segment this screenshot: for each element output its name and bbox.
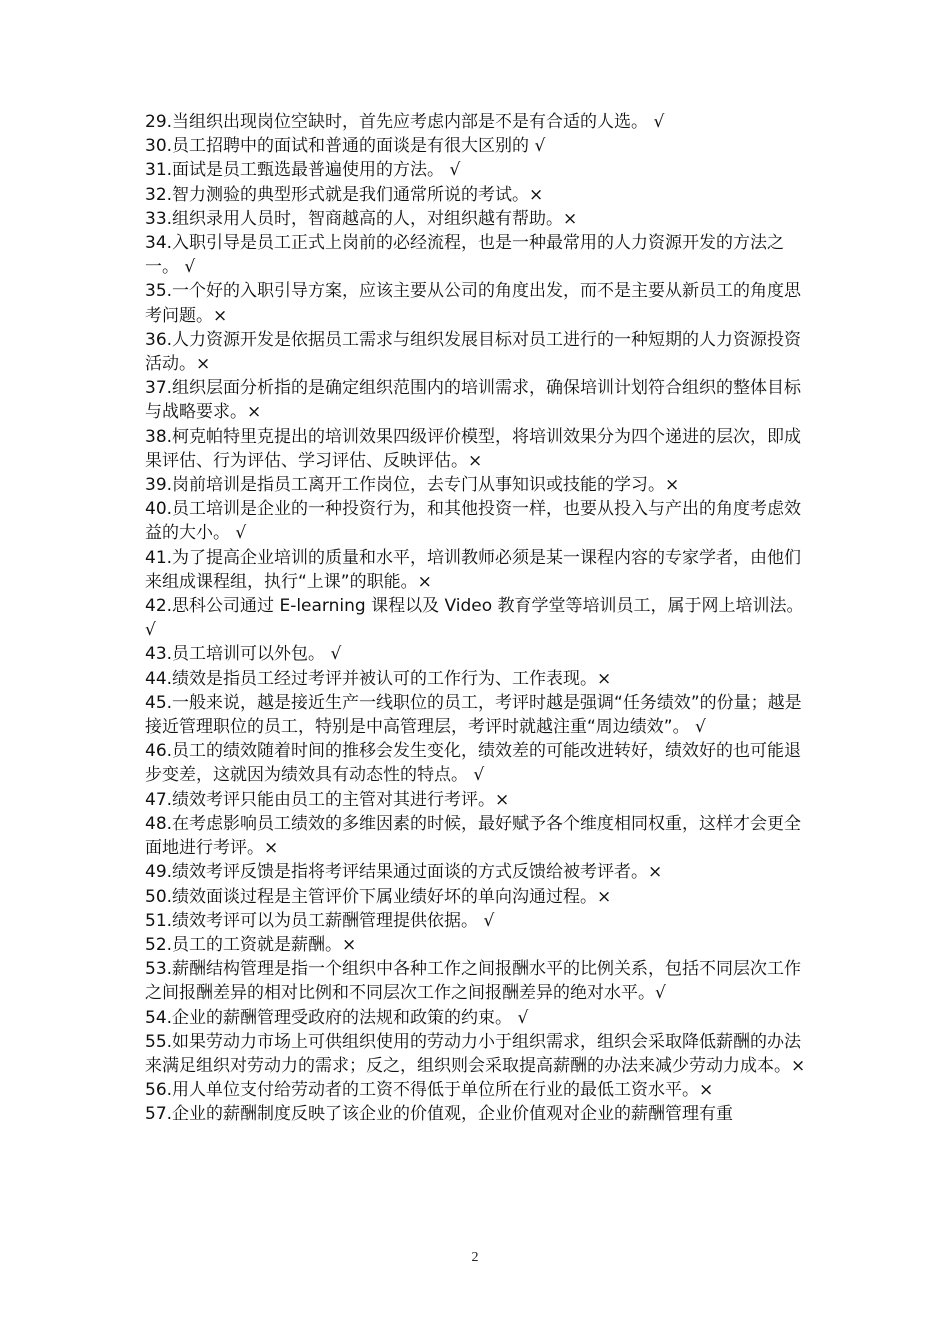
question-number: 38. xyxy=(145,426,173,447)
question-item xyxy=(145,328,810,376)
question-item xyxy=(145,667,810,691)
question-text: 组织录用人员时，智商越高的人，对组织越有帮助。× xyxy=(172,208,578,229)
question-number: 43. xyxy=(145,644,173,665)
question-text: 绩效考评可以为员工薪酬管理提供依据。 √ xyxy=(172,910,495,931)
question-text: 绩效考评反馈是指将考评结果通过面谈的方式反馈给被考评者。× xyxy=(172,862,663,883)
question-text: 思科公司通过 E-learning 课程以及 Video 教育学堂等培训员工，属于网上培训法。 √ xyxy=(145,596,804,641)
question-text: 企业的薪酬制度反映了该企业的价值观，企业价值观对企业的薪酬管理有重 xyxy=(172,1104,734,1125)
question-text: 企业的薪酬管理受政府的法规和政策的约束。 √ xyxy=(172,1007,529,1028)
question-number: 49. xyxy=(145,862,173,883)
question-text: 为了提高企业培训的质量和水平，培训教师必须是某一课程内容的专家学者，由他们来组成课程组，执行“上课”的职能。× xyxy=(145,547,802,592)
question-text: 员工的工资就是薪酬。× xyxy=(172,934,357,955)
question-item xyxy=(145,473,810,497)
question-item xyxy=(145,957,810,1005)
question-item xyxy=(145,183,810,207)
question-number: 41. xyxy=(145,547,173,568)
question-number: 31. xyxy=(145,160,173,181)
question-number: 55. xyxy=(145,1031,173,1052)
question-number: 54. xyxy=(145,1007,173,1028)
question-item xyxy=(145,1030,810,1078)
question-item xyxy=(145,909,810,933)
question-number: 50. xyxy=(145,886,173,907)
question-number: 35. xyxy=(145,281,173,302)
question-item xyxy=(145,860,810,884)
question-number: 29. xyxy=(145,112,173,132)
question-item xyxy=(145,739,810,787)
question-text: 员工招聘中的面试和普通的面谈是有很大区别的 √ xyxy=(172,136,546,157)
question-number: 30. xyxy=(145,136,173,157)
question-item xyxy=(145,788,810,812)
question-text: 员工培训是企业的一种投资行为，和其他投资一样，也要从投入与产出的角度考虑效益的大小。 √ xyxy=(145,499,802,544)
question-number: 51. xyxy=(145,910,173,931)
question-number: 42. xyxy=(145,596,173,617)
question-item xyxy=(145,1078,810,1102)
question-item xyxy=(145,134,810,158)
question-item xyxy=(145,642,810,666)
question-number: 57. xyxy=(145,1104,173,1125)
question-item xyxy=(145,279,810,327)
question-item xyxy=(145,812,810,860)
question-text: 当组织出现岗位空缺时，首先应考虑内部是不是有合适的人选。 √ xyxy=(172,112,665,132)
question-text: 绩效考评只能由员工的主管对其进行考评。× xyxy=(172,789,510,810)
question-number: 44. xyxy=(145,668,173,689)
question-item xyxy=(145,497,810,545)
question-number: 53. xyxy=(145,959,173,980)
question-item xyxy=(145,207,810,231)
question-number: 33. xyxy=(145,208,173,229)
question-text: 岗前培训是指员工离开工作岗位，去专门从事知识或技能的学习。× xyxy=(172,475,680,496)
question-number: 39. xyxy=(145,475,173,496)
question-text: 面试是员工甄选最普遍使用的方法。 √ xyxy=(172,160,461,181)
question-number: 34. xyxy=(145,233,173,254)
question-text: 一个好的入职引导方案，应该主要从公司的角度出发，而不是主要从新员工的角度思考问题。× xyxy=(145,281,802,326)
question-item xyxy=(145,885,810,909)
question-item xyxy=(145,933,810,957)
question-list xyxy=(145,110,810,1127)
question-item xyxy=(145,110,810,134)
question-item xyxy=(145,158,810,182)
question-item xyxy=(145,546,810,594)
question-number: 40. xyxy=(145,499,173,520)
question-text: 薪酬结构管理是指一个组织中各种工作之间报酬水平的比例关系，包括不同层次工作之间报酬差异的相对比例和不同层次工作之间报酬差异的绝对水平。√ xyxy=(145,959,802,1004)
question-text: 智力测验的典型形式就是我们通常所说的考试。× xyxy=(172,184,544,205)
question-text: 如果劳动力市场上可供组织使用的劳动力小于组织需求，组织会采取降低薪酬的办法来满足组织对劳动力的需求；反之，组织则会采取提高薪酬的办法来减少劳动力成本。× xyxy=(145,1031,806,1076)
question-item xyxy=(145,594,810,642)
question-text: 一般来说，越是接近生产一线职位的员工，考评时越是强调“任务绩效”的份量；越是接近管理职位的员工，特别是中高管理层，考评时就越注重“周边绩效”。 √ xyxy=(145,692,802,738)
question-text: 绩效是指员工经过考评并被认可的工作行为、工作表现。× xyxy=(172,668,612,689)
question-item xyxy=(145,376,810,424)
question-number: 56. xyxy=(145,1080,173,1101)
question-number: 37. xyxy=(145,378,173,399)
question-text: 员工培训可以外包。 √ xyxy=(172,644,342,665)
question-text: 用人单位支付给劳动者的工资不得低于单位所在行业的最低工资水平。× xyxy=(172,1080,714,1101)
question-number: 52. xyxy=(145,934,173,955)
question-number: 32. xyxy=(145,184,173,205)
question-item xyxy=(145,231,810,279)
question-text: 绩效面谈过程是主管评价下属业绩好坏的单向沟通过程。× xyxy=(172,886,612,907)
question-text: 柯克帕特里克提出的培训效果四级评价模型，将培训效果分为四个递进的层次，即成果评估、行为评估、学习评估、反映评估。× xyxy=(145,426,802,471)
question-number: 47. xyxy=(145,789,173,810)
question-number: 48. xyxy=(145,813,173,834)
question-number: 36. xyxy=(145,329,173,350)
question-text: 员工的绩效随着时间的推移会发生变化，绩效差的可能改进转好，绩效好的也可能退步变差，这就因为绩效具有动态性的特点。 √ xyxy=(145,741,802,786)
question-item xyxy=(145,1006,810,1030)
question-text: 入职引导是员工正式上岗前的必经流程，也是一种最常用的人力资源开发的方法之一。 √ xyxy=(145,233,785,278)
question-number: 46. xyxy=(145,741,173,762)
question-number: 45. xyxy=(145,692,173,713)
question-text: 人力资源开发是依据员工需求与组织发展目标对员工进行的一种短期的人力资源投资活动。× xyxy=(145,329,802,375)
question-item xyxy=(145,1102,810,1126)
question-text: 组织层面分析指的是确定组织范围内的培训需求，确保培训计划符合组织的整体目标与战略要求。× xyxy=(145,378,802,423)
page-number: 2 xyxy=(471,1250,479,1265)
question-item xyxy=(145,425,810,473)
question-item xyxy=(145,691,810,739)
question-text: 在考虑影响员工绩效的多维因素的时候，最好赋予各个维度相同权重，这样才会更全面地进行考评。× xyxy=(145,813,802,859)
